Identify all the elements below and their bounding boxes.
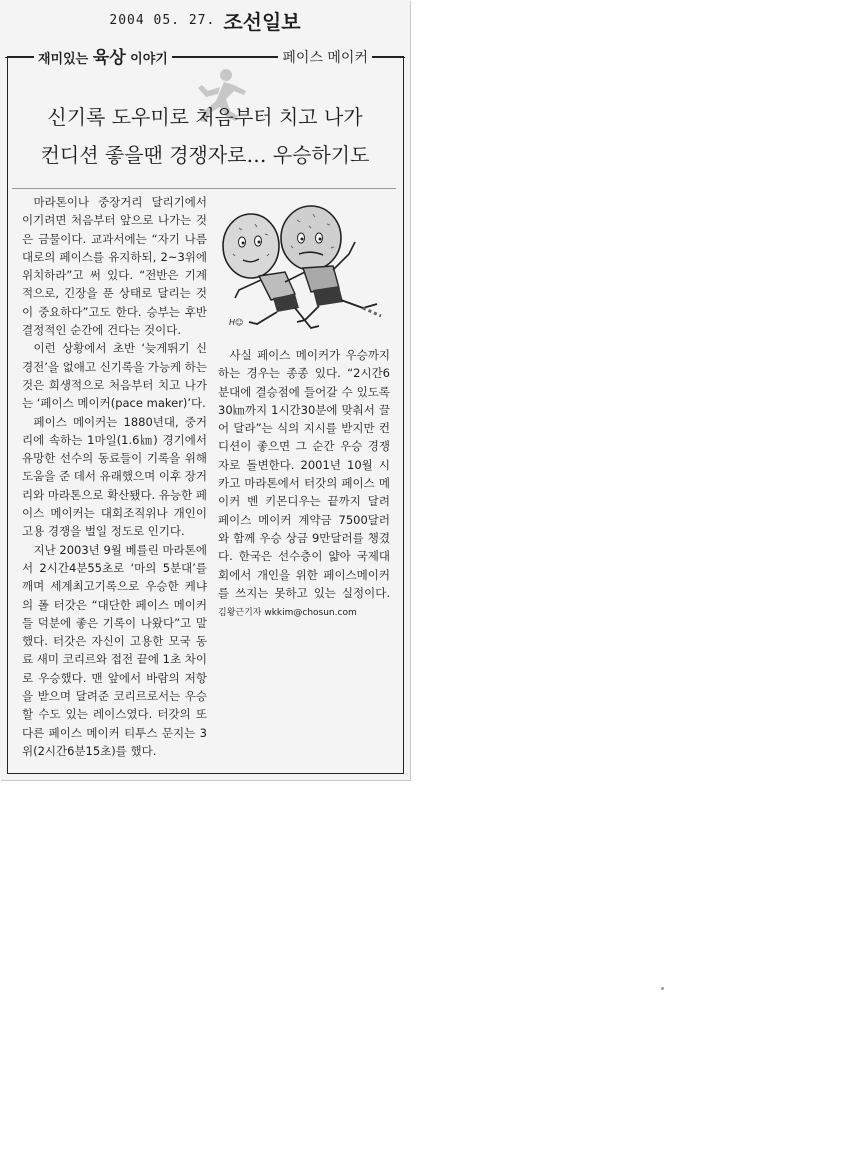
article-column-right <box>218 346 390 622</box>
series-title: 재미있는 육상 이야기 <box>34 45 172 71</box>
paragraph-3: 페이스 메이커는 1880년대, 중거리에 속하는 1마일(1.6㎞) 경기에서 유망한 선수의 동료들이 기록을 위해 도움을 준 데서 유래했으며 이후 장거리와 마라톤으로 확산됐다. 유능한 페이스 메이커는 대회조직위나 개인이 고용 경쟁을 벌일 정도로 인기다. <box>22 414 207 539</box>
headline-divider <box>12 188 396 189</box>
article-column-left <box>22 193 207 760</box>
headline-line-1: 신기록 도우미로 처음부터 치고 나가 <box>47 105 363 129</box>
paragraph-1: 마라톤이나 중장거리 달리기에서 이기려면 처음부터 앞으로 나가는 것은 금물이다. 교과서에는 “자기 나름대로의 페이스를 유지하되, 2~3위에 위치하라”고 써 있다. “전반은 기계적으로, 긴장을 푼 상태로 달리는 것이 중요하다”고도 한다. 승부는 후반 결정적인 순간에 건다는 것이다. <box>22 195 207 338</box>
clipping-date: 2004 05. 27. <box>109 13 216 28</box>
paragraph-5: 사실 페이스 메이커가 우승까지 하는 경우는 종종 있다. “2시간6분대에 결승점에 들어갈 수 있도록 30㎞까지 1시간30분에 맞춰서 끌어 달라”는 식의 지시를 받지만 컨디션이 좋으면 그 순간 우승 경쟁자로 돌변한다. 2001년 10월 시카고 마라톤에서 터갓의 페이스 메이커 벤 키몬디우는 끝까지 달려 페이스 메이커 계약금 7500달러와 함께 우승 상금 9만달러를 챙겼다. 한국은 선수층이 얇아 국제대회에서 개인을 위한 페이스메이커를 쓰지는 못하고 있는 실정이다. 김왕근기자 wkkim@chosun.com <box>218 348 390 619</box>
two-runners-cartoon-icon <box>215 198 390 338</box>
column-header <box>0 45 410 71</box>
illustrator-signature-icon: H☺ <box>229 318 244 327</box>
newspaper-clipping <box>0 0 410 780</box>
headline <box>0 98 410 174</box>
scan-speck <box>661 987 664 990</box>
byline: 김왕근기자 wkkim@chosun.com <box>218 608 357 619</box>
column-topic: 페이스 메이커 <box>278 45 372 71</box>
paragraph-2: 이런 상황에서 초반 ‘늦게뛰기 신경전’을 없애고 신기록을 가능케 하는 것은 희생적으로 처음부터 치고 나가는 ‘페이스 메이커(pace maker)’다. <box>22 341 207 411</box>
paragraph-4: 지난 2003년 9월 베를린 마라톤에서 2시간4분55초로 ‘마의 5분대’를 깨며 세계최고기록으로 우승한 케냐의 폴 터갓은 “대단한 페이스 메이커들 덕분에 좋은 기록이 나왔다”고 말했다. 터갓은 자신이 고용한 모국 동료 새미 코리르와 접전 끝에 1초 차이로 우승했다. 맨 앞에서 바람의 저항을 받으며 달려준 코리르로서는 우승할 수도 있는 레이스였다. 터갓의 또다른 페이스 메이커 티투스 문지는 3위(2시간6분15초)를 했다. <box>22 542 207 758</box>
dateline <box>0 6 410 35</box>
series-accent: 육상 <box>92 48 126 68</box>
headline-line-2: 컨디션 좋을땐 경쟁자로… 우승하기도 <box>40 143 370 167</box>
newspaper-name: 조선일보 <box>223 10 301 34</box>
